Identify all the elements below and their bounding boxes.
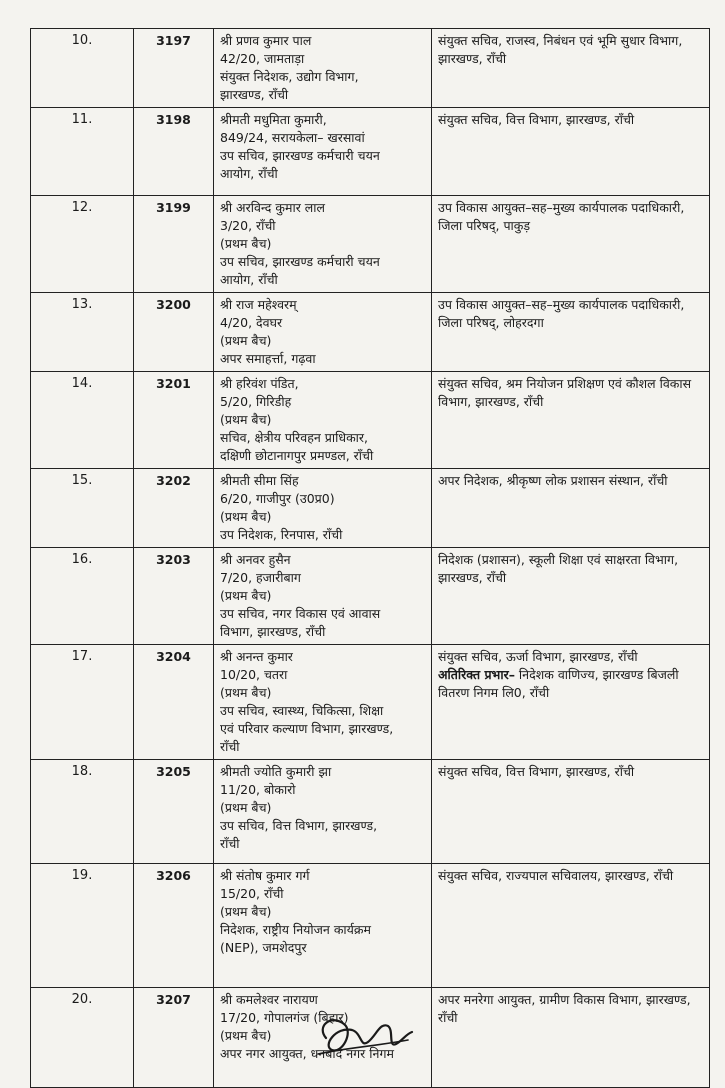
posting-line: उप विकास आयुक्त–सह–मुख्य कार्यपालक पदाधिकारी, जिला परिषद्, लोहरदगा bbox=[438, 297, 685, 330]
new-posting bbox=[432, 469, 710, 548]
officer-detail-line: अपर समाहर्त्ता, गढ़वा bbox=[220, 351, 316, 366]
signature bbox=[296, 996, 426, 1066]
serial-number: 18. bbox=[31, 760, 134, 864]
officer-details bbox=[214, 469, 432, 548]
additional-charge-text: निदेशक वाणिज्य, झारखण्ड बिजली वितरण निगम लि0, राँची bbox=[438, 667, 679, 700]
officer-detail-line: (प्रथम बैच) bbox=[220, 1028, 272, 1043]
officer-detail-line: (प्रथम बैच) bbox=[220, 904, 272, 919]
officer-detail-line: श्री प्रणव कुमार पाल bbox=[220, 33, 312, 48]
table-row bbox=[31, 29, 710, 108]
officer-detail-line: (प्रथम बैच) bbox=[220, 800, 272, 815]
officer-detail-line: 6/20, गाजीपुर (उ0प्र0) bbox=[220, 491, 335, 506]
officer-details bbox=[214, 645, 432, 760]
posting-line: उप विकास आयुक्त–सह–मुख्य कार्यपालक पदाधिकारी, जिला परिषद्, पाकुड़ bbox=[438, 200, 685, 233]
officer-detail-line: उप सचिव, झारखण्ड कर्मचारी चयन bbox=[220, 254, 380, 269]
table-row bbox=[31, 548, 710, 645]
posting-line: संयुक्त सचिव, ऊर्जा विभाग, झारखण्ड, राँची bbox=[438, 649, 638, 664]
new-posting bbox=[432, 760, 710, 864]
posting-table-body bbox=[31, 29, 710, 1088]
new-posting bbox=[432, 548, 710, 645]
serial-number: 20. bbox=[31, 988, 134, 1088]
serial-number: 15. bbox=[31, 469, 134, 548]
officer-detail-line: 849/24, सरायकेला– खरसावां bbox=[220, 130, 365, 145]
officer-details bbox=[214, 760, 432, 864]
officer-code: 3197 bbox=[134, 29, 214, 108]
table-row bbox=[31, 196, 710, 293]
posting-line: संयुक्त सचिव, श्रम नियोजन प्रशिक्षण एवं कौशल विकास विभाग, झारखण्ड, राँची bbox=[438, 376, 692, 409]
officer-detail-line: 7/20, हजारीबाग bbox=[220, 570, 301, 585]
posting-table-container bbox=[30, 28, 710, 1088]
officer-detail-line: एवं परिवार कल्याण विभाग, झारखण्ड, bbox=[220, 721, 394, 736]
officer-details bbox=[214, 864, 432, 988]
officer-code: 3207 bbox=[134, 988, 214, 1088]
officer-detail-line: राँची bbox=[220, 836, 240, 851]
officer-code: 3201 bbox=[134, 372, 214, 469]
officer-code: 3204 bbox=[134, 645, 214, 760]
officer-code: 3202 bbox=[134, 469, 214, 548]
officer-code: 3203 bbox=[134, 548, 214, 645]
officer-detail-line: 3/20, राँची bbox=[220, 218, 276, 233]
officer-detail-line: 4/20, देवघर bbox=[220, 315, 283, 330]
officer-detail-line: निदेशक, राष्ट्रीय नियोजन कार्यक्रम bbox=[220, 922, 371, 937]
officer-detail-line: विभाग, झारखण्ड, राँची bbox=[220, 624, 326, 639]
officer-detail-line: उप सचिव, वित्त विभाग, झारखण्ड, bbox=[220, 818, 378, 833]
posting-line: संयुक्त सचिव, वित्त विभाग, झारखण्ड, राँची bbox=[438, 764, 635, 779]
serial-number: 12. bbox=[31, 196, 134, 293]
serial-number: 17. bbox=[31, 645, 134, 760]
posting-line: संयुक्त सचिव, वित्त विभाग, झारखण्ड, राँची bbox=[438, 112, 635, 127]
officer-detail-line: 17/20, गोपालगंज (बिहार) bbox=[220, 1010, 349, 1025]
new-posting bbox=[432, 293, 710, 372]
officer-detail-line: (प्रथम बैच) bbox=[220, 236, 272, 251]
officer-details bbox=[214, 29, 432, 108]
new-posting bbox=[432, 196, 710, 293]
officer-detail-line: श्रीमती मधुमिता कुमारी, bbox=[220, 112, 327, 127]
officer-details bbox=[214, 293, 432, 372]
table-row bbox=[31, 864, 710, 988]
serial-number: 10. bbox=[31, 29, 134, 108]
additional-charge-line bbox=[438, 666, 703, 702]
officer-detail-line: श्री राज महेश्वरम् bbox=[220, 297, 297, 312]
officer-detail-line: श्रीमती ज्योति कुमारी झा bbox=[220, 764, 332, 779]
serial-number: 16. bbox=[31, 548, 134, 645]
officer-detail-line: सचिव, क्षेत्रीय परिवहन प्राधिकार, bbox=[220, 430, 368, 445]
posting-line: निदेशक (प्रशासन), स्कूली शिक्षा एवं साक्षरता विभाग, झारखण्ड, राँची bbox=[438, 552, 679, 585]
table-row bbox=[31, 469, 710, 548]
officer-details bbox=[214, 548, 432, 645]
officer-detail-line: 10/20, चतरा bbox=[220, 667, 288, 682]
serial-number: 14. bbox=[31, 372, 134, 469]
officer-detail-line: (प्रथम बैच) bbox=[220, 509, 272, 524]
officer-code: 3198 bbox=[134, 108, 214, 196]
officer-detail-line: (प्रथम बैच) bbox=[220, 685, 272, 700]
officer-detail-line: उप सचिव, नगर विकास एवं आवास bbox=[220, 606, 381, 621]
officer-detail-line: आयोग, राँची bbox=[220, 166, 278, 181]
officer-detail-line: झारखण्ड, राँची bbox=[220, 87, 289, 102]
table-row bbox=[31, 645, 710, 760]
posting-table bbox=[30, 28, 710, 1088]
officer-detail-line: श्री अनवर हुसैन bbox=[220, 552, 291, 567]
officer-detail-line: उप सचिव, झारखण्ड कर्मचारी चयन bbox=[220, 148, 380, 163]
serial-number: 11. bbox=[31, 108, 134, 196]
officer-detail-line: श्री कमलेश्वर नारायण bbox=[220, 992, 318, 1007]
new-posting bbox=[432, 645, 710, 760]
new-posting bbox=[432, 372, 710, 469]
officer-code: 3199 bbox=[134, 196, 214, 293]
officer-detail-line: श्री हरिवंश पंडित, bbox=[220, 376, 299, 391]
officer-detail-line: (प्रथम बैच) bbox=[220, 412, 272, 427]
new-posting bbox=[432, 864, 710, 988]
additional-charge-label: अतिरिक्त प्रभार– bbox=[438, 667, 515, 682]
officer-details bbox=[214, 196, 432, 293]
officer-details bbox=[214, 372, 432, 469]
officer-detail-line: उप निदेशक, रिनपास, राँची bbox=[220, 527, 343, 542]
officer-detail-line: श्री संतोष कुमार गर्ग bbox=[220, 868, 310, 883]
officer-detail-line: अपर नगर आयुक्त, धनबाद नगर निगम bbox=[220, 1046, 394, 1061]
officer-detail-line: (प्रथम बैच) bbox=[220, 588, 272, 603]
new-posting bbox=[432, 29, 710, 108]
posting-line: संयुक्त सचिव, राजस्व, निबंधन एवं भूमि सुधार विभाग, झारखण्ड, राँची bbox=[438, 33, 683, 66]
officer-detail-line: श्री अनन्त कुमार bbox=[220, 649, 293, 664]
new-posting bbox=[432, 988, 710, 1088]
officer-code: 3206 bbox=[134, 864, 214, 988]
serial-number: 13. bbox=[31, 293, 134, 372]
officer-detail-line: 5/20, गिरिडीह bbox=[220, 394, 292, 409]
table-row bbox=[31, 293, 710, 372]
serial-number: 19. bbox=[31, 864, 134, 988]
officer-detail-line: 11/20, बोकारो bbox=[220, 782, 296, 797]
officer-detail-line: श्रीमती सीमा सिंह bbox=[220, 473, 299, 488]
officer-detail-line: आयोग, राँची bbox=[220, 272, 278, 287]
officer-detail-line: श्री अरविन्द कुमार लाल bbox=[220, 200, 325, 215]
officer-detail-line: संयुक्त निदेशक, उद्योग विभाग, bbox=[220, 69, 359, 84]
table-row bbox=[31, 760, 710, 864]
officer-details bbox=[214, 108, 432, 196]
officer-code: 3200 bbox=[134, 293, 214, 372]
officer-detail-line: 15/20, राँची bbox=[220, 886, 284, 901]
officer-code: 3205 bbox=[134, 760, 214, 864]
posting-line: अपर निदेशक, श्रीकृष्ण लोक प्रशासन संस्थान, राँची bbox=[438, 473, 668, 488]
officer-detail-line: राँची bbox=[220, 739, 240, 754]
officer-detail-line: (प्रथम बैच) bbox=[220, 333, 272, 348]
new-posting bbox=[432, 108, 710, 196]
officer-detail-line: दक्षिणी छोटानागपुर प्रमण्डल, राँची bbox=[220, 448, 374, 463]
officer-detail-line: उप सचिव, स्वास्थ्य, चिकित्सा, शिक्षा bbox=[220, 703, 384, 718]
table-row bbox=[31, 372, 710, 469]
posting-line: संयुक्त सचिव, राज्यपाल सचिवालय, झारखण्ड, राँची bbox=[438, 868, 674, 883]
officer-detail-line: (NEP), जमशेदपुर bbox=[220, 940, 307, 955]
officer-detail-line: 42/20, जामताड़ा bbox=[220, 51, 305, 66]
table-row bbox=[31, 108, 710, 196]
posting-line: अपर मनरेगा आयुक्त, ग्रामीण विकास विभाग, झारखण्ड, राँची bbox=[438, 992, 691, 1025]
